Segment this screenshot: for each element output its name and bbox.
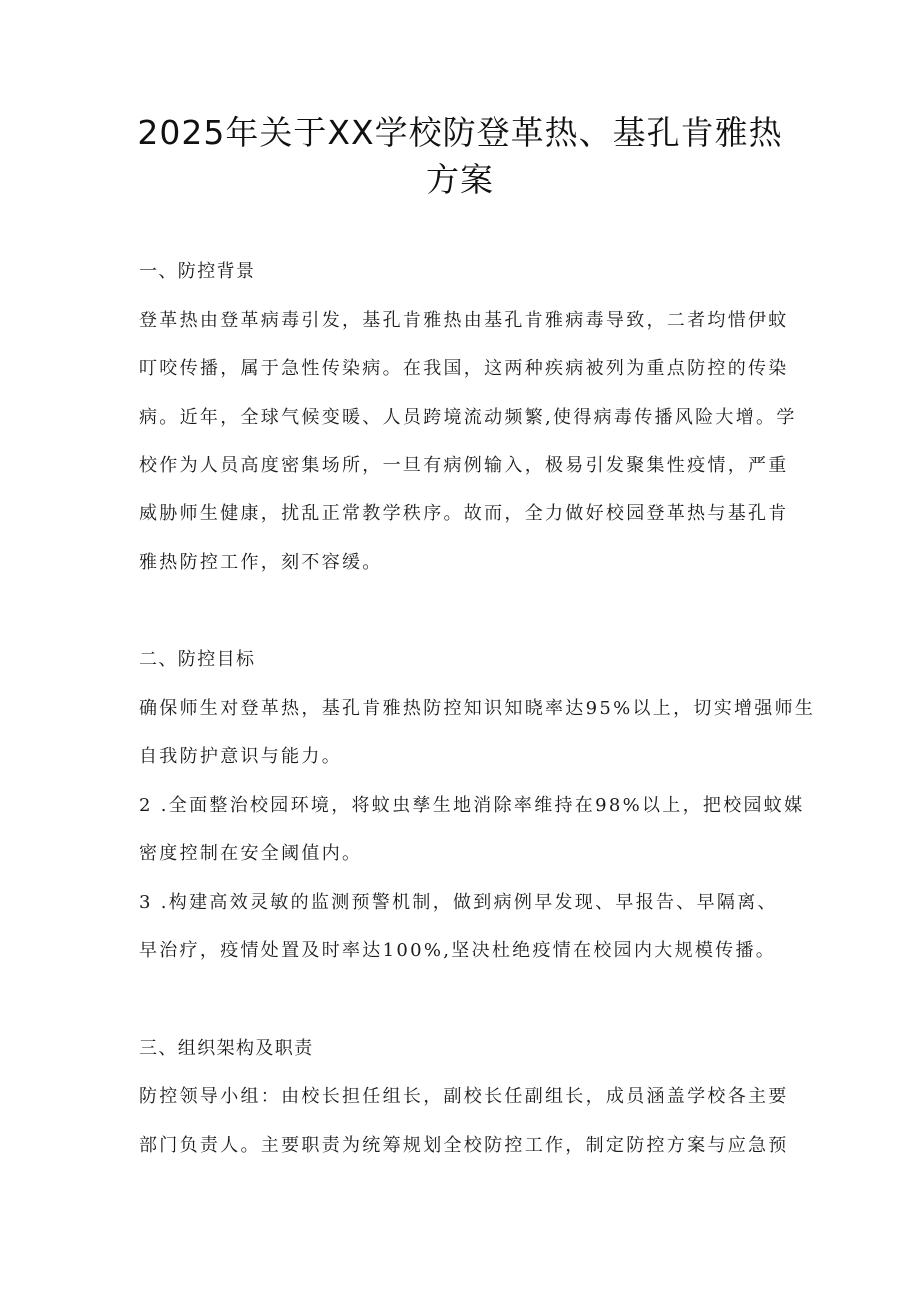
section-heading-background: 一、防控背景 [139, 261, 256, 282]
paragraph-line: 威胁师生健康，扰乱正常教学秩序。故而，全力做好校园登革热与基孔肯 [139, 503, 789, 524]
paragraph-line: 防控领导小组：由校长担任组长，副校长任副组长，成员涵盖学校各主要 [139, 1086, 789, 1107]
paragraph-line: 确保师生对登革热，基孔肯雅热防控知识知晓率达95%以上，切实增强师生 [139, 698, 816, 719]
paragraph-line: 叮咬传播，属于急性传染病。在我国，这两种疾病被列为重点防控的传染 [139, 358, 789, 379]
list-item-line: 3 .构建高效灵敏的监测预警机制，做到病例早发现、早报告、早隔离、 [139, 892, 778, 913]
paragraph-line: 自我防护意识与能力。 [139, 746, 342, 767]
paragraph-line: 部门负责人。主要职责为统筹规划全校防控工作，制定防控方案与应急预 [139, 1135, 789, 1156]
section-heading-goals: 二、防控目标 [139, 649, 256, 670]
paragraph-line: 病。近年，全球气候变暖、人员跨境流动频繁,使得病毒传播风险大增。学 [139, 407, 797, 428]
paragraph-line: 登革热由登革病毒引发，基孔肯雅热由基孔肯雅病毒导致，二者均惜伊蚊 [139, 310, 789, 331]
list-item-line: 2 .全面整治校园环境，将蚊虫孳生地消除率维持在98%以上，把校园蚊媒 [139, 795, 805, 816]
section-heading-organization: 三、组织架构及职责 [139, 1038, 314, 1059]
paragraph-line: 雅热防控工作，刻不容缓。 [139, 552, 383, 573]
document-title-line-2: 方案 [426, 160, 494, 199]
list-item-line: 密度控制在安全阈值内。 [139, 843, 363, 864]
list-item-line: 早治疗，疫情处置及时率达100%,坚决杜绝疫情在校园内大规模传播。 [139, 940, 777, 961]
document-title-line-1: 2025年关于XX学校防登革热、基孔肯雅热 [137, 113, 783, 152]
paragraph-line: 校作为人员高度密集场所，一旦有病例输入，极易引发聚集性疫情，严重 [139, 455, 789, 476]
